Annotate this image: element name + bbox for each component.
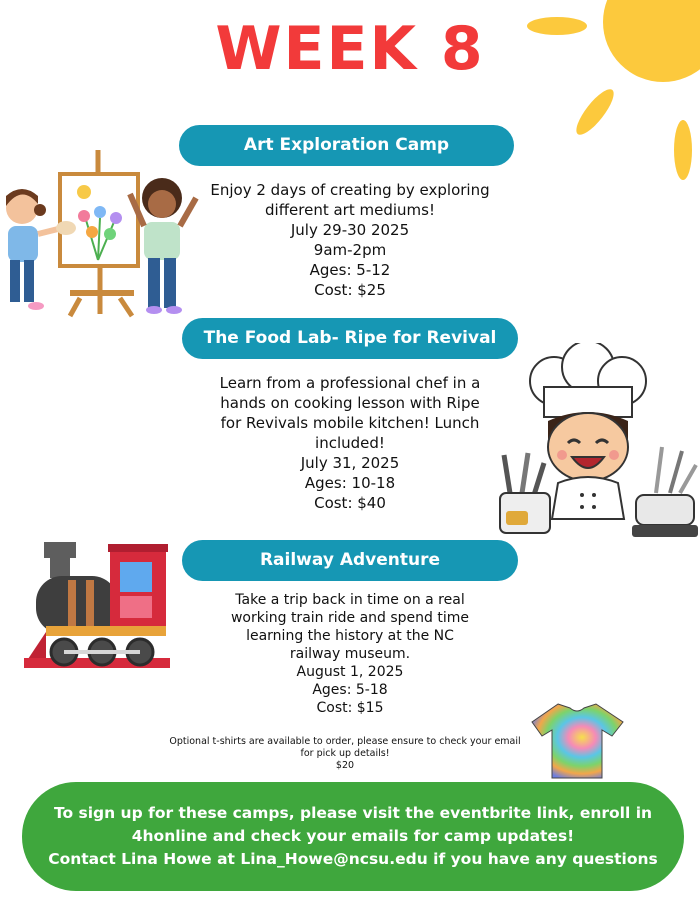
camp-3-line: railway museum.: [289, 646, 411, 662]
signup-line: 4honline and check your emails for camp updates!: [131, 827, 575, 845]
camp-2-line: Learn from a professional chef in a: [219, 374, 481, 392]
tshirt-note: [150, 736, 540, 772]
camp-3-title-pill: Railway Adventure: [182, 540, 518, 581]
tie-dye-shirt-icon: [530, 700, 625, 780]
camp-1-line: Enjoy 2 days of creating by exploring: [210, 181, 490, 199]
camp-3-ages: Ages: 5-18: [312, 682, 388, 698]
page-title: WEEK 8: [215, 14, 485, 84]
camp-2-cost: Cost: $40: [314, 494, 386, 512]
contact-line: Contact Lina Howe at Lina_Howe@ncsu.edu if you have any questions: [48, 850, 658, 868]
camp-2-ages: Ages: 10-18: [304, 474, 396, 492]
train-illustration: [24, 538, 170, 670]
camp-1-title-pill: Art Exploration Camp: [179, 125, 514, 166]
camp-2-line: included!: [315, 434, 385, 452]
tshirt-note-line: for pick up details!: [300, 748, 390, 759]
signup-banner: [22, 782, 684, 891]
camp-2-dates: July 31, 2025: [300, 454, 400, 472]
camp-1-description: [180, 180, 520, 300]
camp-3-dates: August 1, 2025: [296, 664, 404, 680]
camp-2-title-pill: The Food Lab- Ripe for Revival: [182, 318, 518, 359]
camp-2-line: hands on cooking lesson with Ripe: [220, 394, 480, 412]
camp-2-line: for Revivals mobile kitchen! Lunch: [220, 414, 480, 432]
camp-3-line: Take a trip back in time on a real: [235, 592, 465, 608]
kids-painting-illustration: [0, 148, 210, 318]
camp-3-cost: Cost: $15: [316, 700, 384, 716]
camp-3-description: [180, 591, 520, 717]
camp-3-line: working train ride and spend time: [230, 610, 470, 626]
camp-2-description: [180, 373, 520, 513]
camp-1-dates: July 29-30 2025: [290, 221, 410, 239]
camp-1-line: different art mediums!: [265, 201, 435, 219]
camp-1-time: 9am-2pm: [313, 241, 387, 259]
camp-3-line: learning the history at the NC: [246, 628, 454, 644]
camp-1-cost: Cost: $25: [314, 281, 386, 299]
camp-1-ages: Ages: 5-12: [309, 261, 391, 279]
chef-illustration: [492, 343, 700, 541]
signup-line: To sign up for these camps, please visit the eventbrite link, enroll in: [53, 804, 653, 822]
tshirt-note-line: Optional t-shirts are available to order, please ensure to check your email: [169, 736, 521, 747]
tshirt-price: $20: [335, 760, 355, 771]
